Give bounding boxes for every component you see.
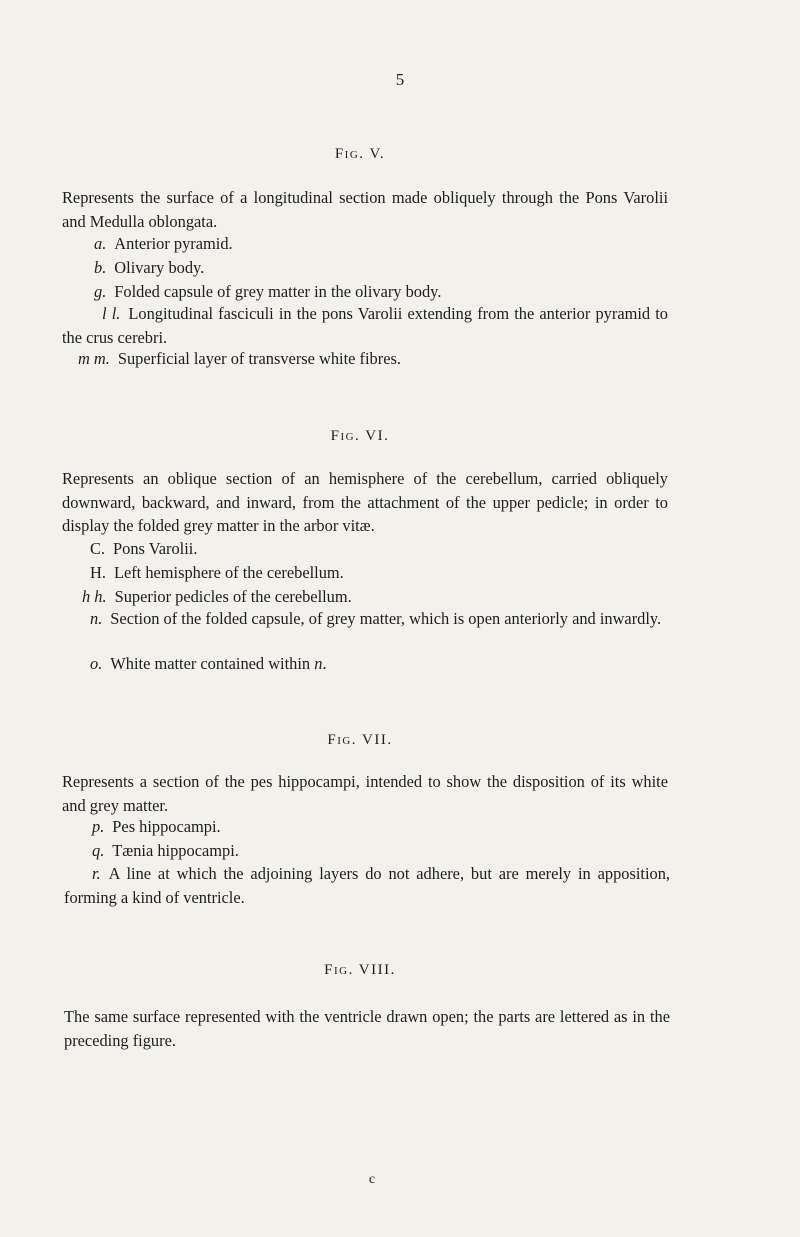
item-key: b. (94, 258, 107, 277)
signature-mark: c (368, 1172, 376, 1187)
fig6-description: Represents an oblique section of an hemisphere of the cerebellum, carried obliquely downward, backward, and inward, from the attachment of the upper pedicle; in order to display the folded grey matter in the arbor vitæ. (62, 469, 668, 535)
fig5-description: Represents the surface of a longitudinal section made obliquely through the Pons Varolii and Medulla oblongata. (62, 188, 668, 231)
page-number: 5 (395, 70, 405, 89)
item-text: Section of the folded capsule, of grey matter, which is open anteriorly and inwardly. (110, 609, 662, 628)
item-key: h h. (82, 587, 107, 606)
item-text: Olivary body. (114, 258, 205, 277)
fig7-description: Represents a section of the pes hippocampi, intended to show the disposition of its white and grey matter. (62, 772, 668, 815)
item-text: Left hemisphere of the cerebellum. (113, 563, 344, 582)
fig6-item-H (90, 561, 690, 585)
fig8-heading: Fig. VIII. (324, 962, 396, 978)
fig6-heading: Fig. VI. (330, 428, 390, 444)
item-key: H. (90, 563, 106, 582)
fig5-item-mm (78, 347, 678, 371)
fig5-item-a (94, 232, 694, 256)
item-key: m m. (78, 349, 110, 368)
fig6-item-C (90, 537, 690, 561)
fig8-description: The same surface represented with the ventricle drawn open; the parts are lettered as in the preceding figure. (64, 1007, 670, 1050)
fig5-heading: Fig. V. (334, 146, 386, 162)
item-text: White matter contained within (110, 654, 311, 673)
item-text: Folded capsule of grey matter in the olivary body. (114, 282, 442, 301)
item-text: Superficial layer of transverse white fibres. (117, 349, 401, 368)
fig5-item-b (94, 256, 694, 280)
item-text: Anterior pyramid. (114, 234, 233, 253)
fig5-item-g (94, 280, 694, 304)
fig7-item-q (92, 839, 692, 863)
item-key: q. (92, 841, 105, 860)
item-key: p. (92, 817, 105, 836)
item-key: a. (94, 234, 107, 253)
fig7-item-p (92, 815, 692, 839)
item-key: r. (92, 864, 101, 883)
fig7-heading: Fig. VII. (327, 732, 393, 748)
item-text: Tænia hippocampi. (112, 841, 239, 860)
fig6-item-o (90, 652, 690, 676)
fig6-item-hh (82, 585, 682, 609)
item-text: Pons Varolii. (113, 539, 198, 558)
item-text: Pes hippocampi. (112, 817, 221, 836)
item-text: Longitudinal fasciculi in the pons Varolii extending from the anterior pyramid to the crus cerebri. (62, 304, 668, 347)
item-key: o. (90, 654, 103, 673)
item-key: l l. (102, 304, 121, 323)
item-key: g. (94, 282, 107, 301)
fig7-item-r (64, 862, 670, 909)
fig6-item-n (62, 607, 668, 631)
item-key: C. (90, 539, 106, 558)
item-key: n. (90, 609, 103, 628)
item-text: Superior pedicles of the cerebellum. (114, 587, 352, 606)
fig5-item-ll (62, 302, 668, 349)
item-ref: n (314, 654, 323, 673)
item-text: A line at which the adjoining layers do not adhere, but are merely in apposition, forming a kind of ventricle. (64, 864, 670, 907)
item-text-end: . (322, 654, 327, 673)
